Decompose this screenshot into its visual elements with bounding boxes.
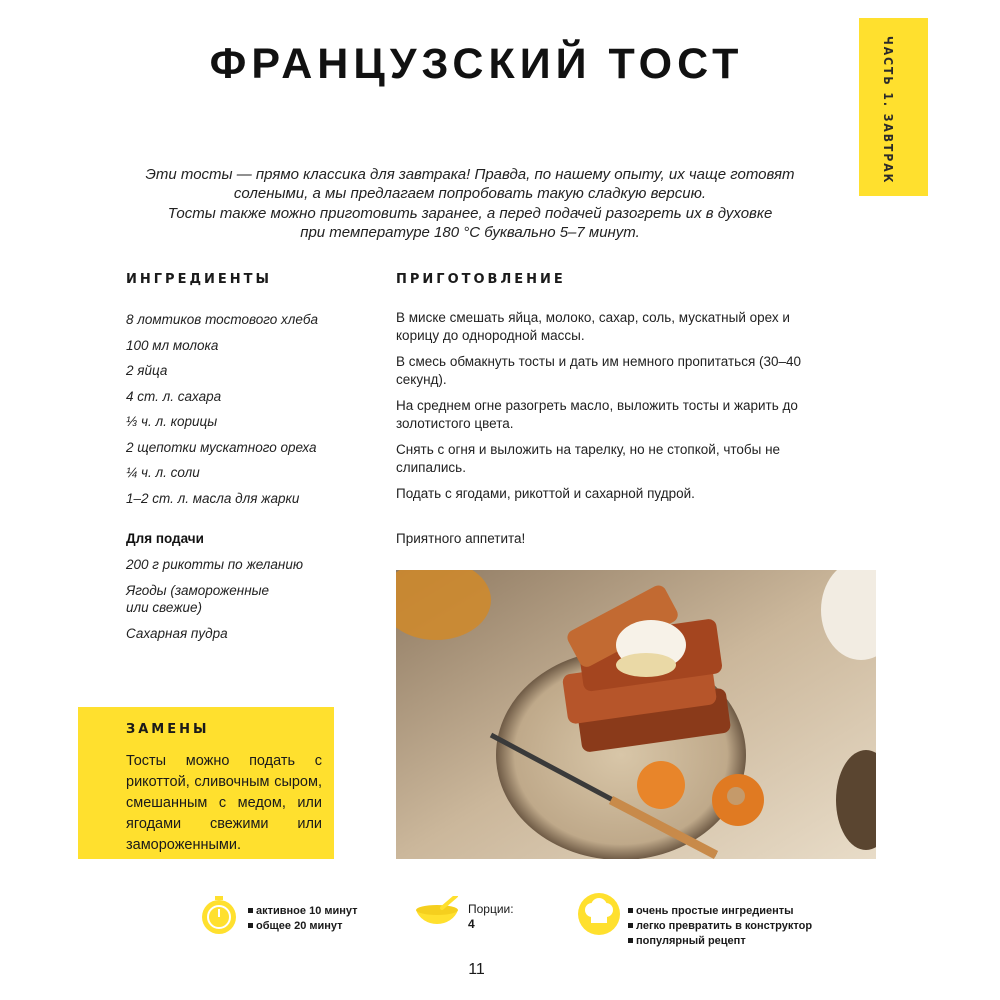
step-text: На среднем огне разогреть масло, выложить тосты и жарить до золотистого цвета. <box>396 398 798 431</box>
time-total: общее 20 минут <box>256 920 343 932</box>
feature-item: популярный рецепт <box>636 935 746 947</box>
step-text: В смесь обмакнуть тосты и дать им немного пропитаться (30–40 секунд). <box>396 354 802 387</box>
serving-item: 200 г рикотты по желанию <box>126 557 304 572</box>
intro-line: Тосты также можно приготовить заранее, а перед подачей разогреть их в духовке <box>167 204 773 222</box>
closing-text: Приятного аппетита! <box>396 531 526 546</box>
bowl-icon <box>414 896 460 932</box>
ingredient-item: 1–2 ст. л. масла для жарки <box>126 490 300 506</box>
chapter-tab-label: ЧАСТЬ 1. ЗАВТРАК <box>881 36 895 185</box>
ingredients-heading: ИНГРЕДИЕНТЫ <box>126 272 273 287</box>
substitutions-text: Тосты можно подать с рикоттой, сливочным сыром, смешанным с медом, или ягодами свежими или замороженными. <box>126 753 322 853</box>
stopwatch-icon <box>199 895 239 935</box>
intro-line: солеными, а мы предлагаем попробовать такую сладкую версию. <box>233 185 707 203</box>
portions-value: 4 <box>468 917 475 931</box>
page-title: ФРАНЦУЗСКИЙ ТОСТ <box>209 40 744 88</box>
step-text: В миске смешать яйца, молоко, сахар, соль, мускатный орех и корицу до однородной массы. <box>396 310 790 343</box>
portions-label: Порции: <box>468 902 514 916</box>
ingredient-item: ⅓ ч. л. корицы <box>126 414 218 429</box>
feature-item: очень простые ингредиенты <box>636 905 794 917</box>
serving-list <box>126 556 356 651</box>
ingredients-list <box>126 307 366 511</box>
substitutions-box <box>78 707 334 859</box>
intro-line: при температуре 180 °C буквально 5–7 минут. <box>300 223 640 241</box>
serving-title: Для подачи <box>126 531 204 546</box>
feature-item: легко превратить в конструктор <box>636 920 813 932</box>
ingredient-item: 8 ломтиков тостового хлеба <box>126 312 319 327</box>
intro-line: Эти тосты — прямо классика для завтрака! Правда, по нашему опыту, их чаще готовят <box>145 166 795 183</box>
serving-item: Сахарная пудра <box>126 626 228 641</box>
time-active: активное 10 минут <box>256 905 358 917</box>
preparation-steps <box>396 309 828 511</box>
ingredient-item: 2 яйца <box>126 363 168 378</box>
portions-info <box>468 902 514 932</box>
ingredient-item: 2 щепотки мускатного ореха <box>126 439 317 455</box>
chef-hat-icon <box>577 892 621 936</box>
features-list <box>628 904 812 949</box>
time-info <box>248 904 358 934</box>
step-text: Подать с ягодами, рикоттой и сахарной пудрой. <box>396 486 695 501</box>
serving-item: Ягоды (замороженные или свежие) <box>126 583 270 615</box>
ingredient-item: 4 ст. л. сахара <box>126 388 222 404</box>
food-photo-illustration <box>396 570 876 859</box>
ingredient-item: ¼ ч. л. соли <box>126 465 200 480</box>
substitutions-heading: ЗАМЕНЫ <box>126 722 210 737</box>
preparation-heading: ПРИГОТОВЛЕНИЕ <box>396 272 566 287</box>
step-text: Снять с огня и выложить на тарелку, но не стопкой, чтобы не слипались. <box>396 442 781 475</box>
intro-text <box>100 165 840 242</box>
food-photo <box>396 570 876 859</box>
page-number: 11 <box>468 961 485 978</box>
ingredient-item: 100 мл молока <box>126 337 219 353</box>
